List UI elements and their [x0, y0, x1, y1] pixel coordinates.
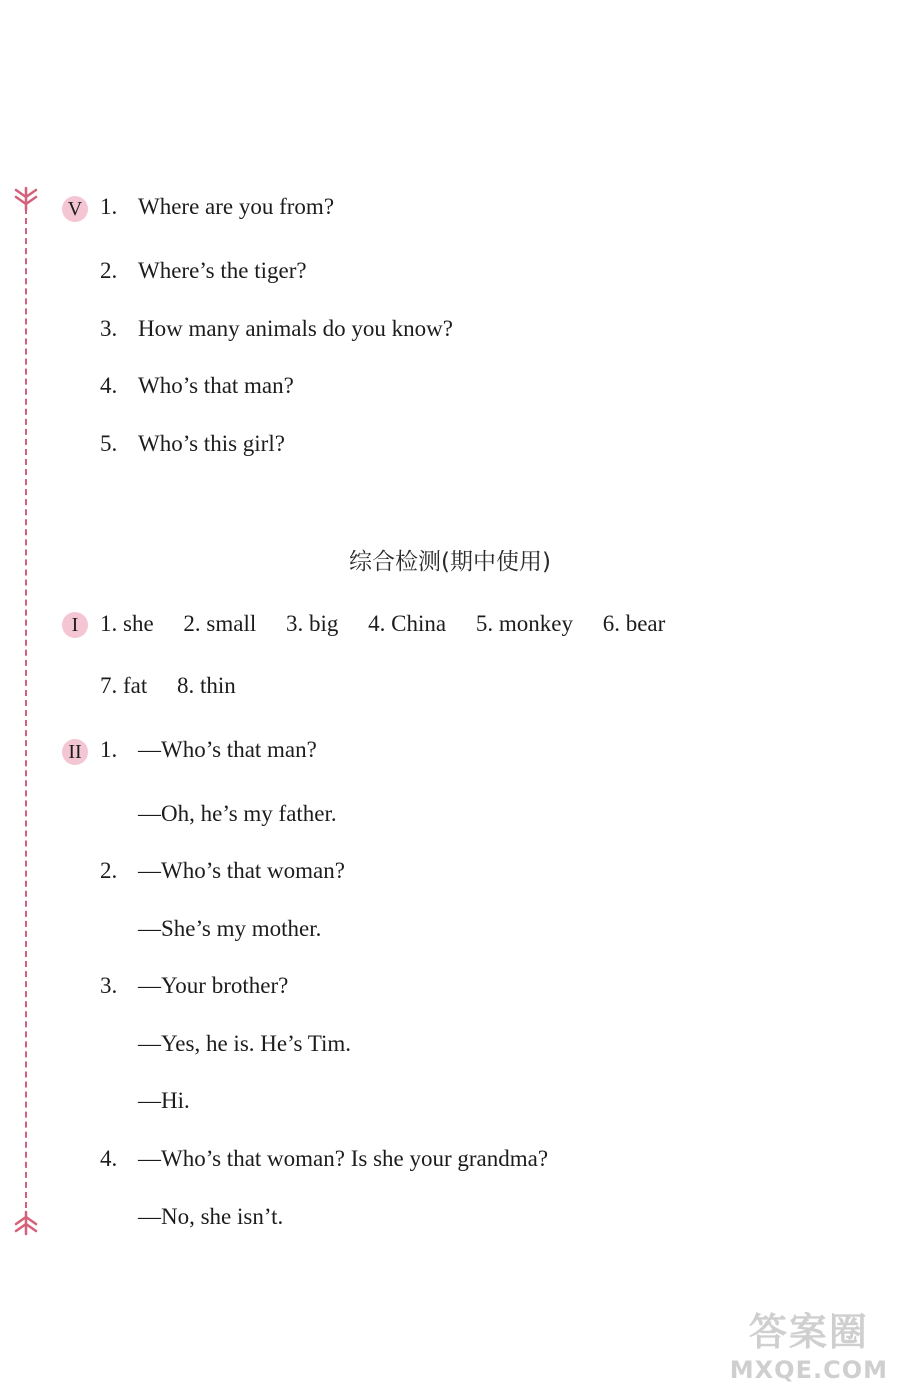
dialogue-line: —Oh, he’s my father.	[138, 801, 337, 826]
answer-line: 7. fat 8. thin	[100, 673, 236, 698]
section-i-badge: I	[62, 612, 88, 638]
answer-line: 3. How many animals do you know?	[100, 316, 453, 341]
dialogue-line: —She’s my mother.	[138, 916, 322, 941]
margin-dashed-line	[25, 208, 27, 1208]
answer-line: 1. she 2. small 3. big 4. China 5. monkey 6. bear	[100, 611, 666, 636]
answer-line: 1. Where are you from?	[100, 194, 335, 219]
test-title: 综合检测(期中使用)	[349, 549, 551, 575]
answer-line: 5. Who’s this girl?	[100, 431, 285, 456]
section-ii-badge: II	[62, 739, 88, 765]
arrow-up-icon	[12, 1210, 40, 1236]
dialogue-line: 2. —Who’s that woman?	[100, 858, 345, 883]
section-v-badge: V	[62, 196, 88, 222]
dialogue-line: 4. —Who’s that woman? Is she your grandma?	[100, 1146, 549, 1171]
dialogue-line: —No, she isn’t.	[138, 1204, 284, 1229]
dialogue-line: 1. —Who’s that man?	[100, 737, 317, 762]
arrow-down-icon	[12, 186, 40, 212]
watermark-logo: 答案圈 MXQE.COM	[729, 1310, 888, 1384]
dialogue-line: —Yes, he is. He’s Tim.	[138, 1031, 352, 1056]
dialogue-line: 3. —Your brother?	[100, 973, 289, 998]
answer-line: 2. Where’s the tiger?	[100, 258, 307, 283]
answer-line: 4. Who’s that man?	[100, 373, 294, 398]
dialogue-line: —Hi.	[138, 1088, 190, 1113]
